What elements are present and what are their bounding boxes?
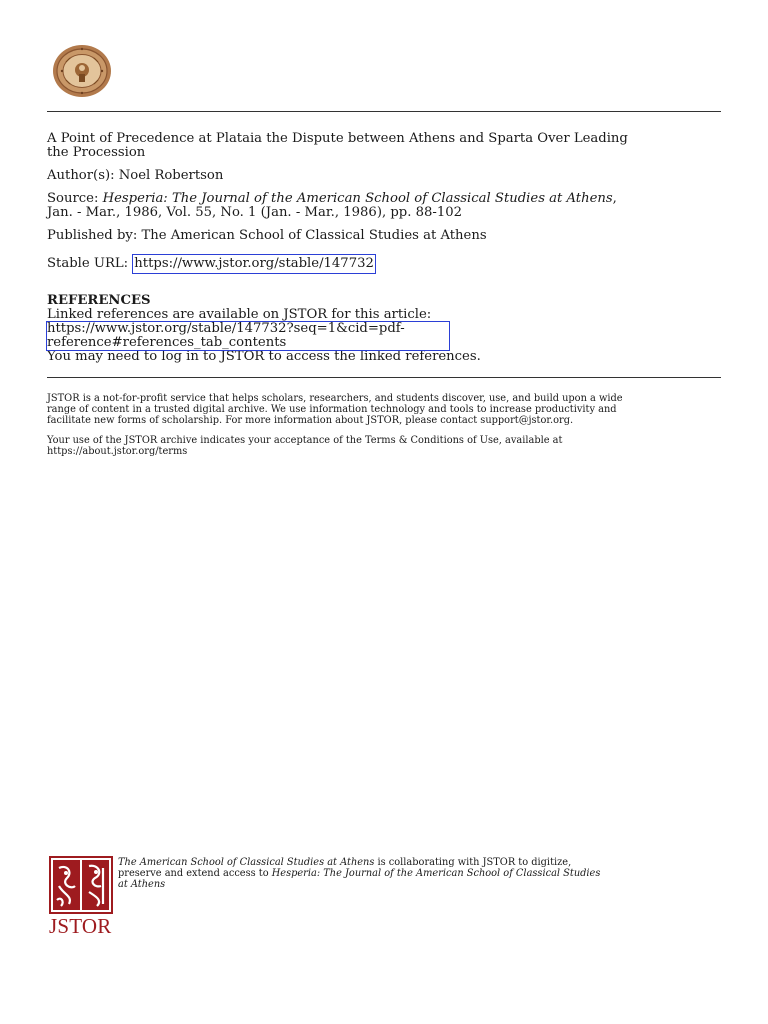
- title-line-2: the Procession: [47, 145, 146, 160]
- footer-journal-end: at Athens: [118, 879, 166, 890]
- top-divider: [47, 111, 721, 112]
- references-intro: Linked references are available on JSTOR for this article:: [47, 307, 432, 322]
- stable-url-row: [47, 257, 723, 271]
- references-link-box[interactable]: [46, 321, 450, 351]
- jstor-wordmark: JSTOR: [49, 914, 112, 938]
- terms-notice: [47, 435, 727, 457]
- ascsa-seal-icon: [52, 44, 112, 98]
- middle-divider: [47, 377, 721, 378]
- footer-publisher: The American School of Classical Studies at Athens: [118, 857, 375, 868]
- footer-preserve: preserve and extend access to: [118, 868, 272, 879]
- notice-line-2: range of content in a trusted digital archive. We use information technology and tools to increase productivity and: [47, 404, 617, 415]
- notice-line-3: facilitate new forms of scholarship. For more information about JSTOR, please contact support@jstor.org.: [47, 415, 574, 426]
- references-link-line-1[interactable]: https://www.jstor.org/stable/147732?seq=1&cid=pdf-: [47, 321, 405, 336]
- article-title: [47, 132, 723, 160]
- source-journal: Hesperia: The Journal of the American School of Classical Studies at Athens: [102, 191, 613, 206]
- footer-collaboration-text: [118, 857, 678, 890]
- footer-journal: Hesperia: The Journal of the American School of Classical Studies: [271, 868, 601, 879]
- stable-url-label: Stable URL:: [47, 256, 133, 271]
- terms-line-1: Your use of the JSTOR archive indicates your acceptance of the Terms & Conditions of Use, available at: [47, 435, 563, 446]
- source: [47, 192, 723, 220]
- stable-url-link[interactable]: https://www.jstor.org/stable/147732: [132, 254, 376, 274]
- published-by: Published by: The American School of Classical Studies at Athens: [47, 228, 487, 243]
- terms-link[interactable]: https://about.jstor.org/terms: [47, 446, 188, 457]
- source-comma: ,: [612, 191, 617, 206]
- notice-line-1: JSTOR is a not-for-profit service that helps scholars, researchers, and students discover, use, and build upon a wide: [47, 393, 623, 404]
- references-link-line-2[interactable]: reference#references_tab_contents: [47, 335, 287, 350]
- authors: Author(s): Noel Robertson: [47, 168, 224, 183]
- references-login-note: You may need to log in to JSTOR to access the linked references.: [47, 349, 481, 364]
- source-label: Source:: [47, 191, 103, 206]
- jstor-notice: [47, 393, 727, 426]
- title-line-1: A Point of Precedence at Plataia the Dispute between Athens and Sparta Over Leading: [47, 131, 628, 146]
- source-issue: Jan. - Mar., 1986, Vol. 55, No. 1 (Jan. - Mar., 1986), pp. 88-102: [47, 205, 463, 220]
- footer-collab: is collaborating with JSTOR to digitize,: [374, 857, 572, 868]
- references-heading: REFERENCES: [47, 293, 151, 308]
